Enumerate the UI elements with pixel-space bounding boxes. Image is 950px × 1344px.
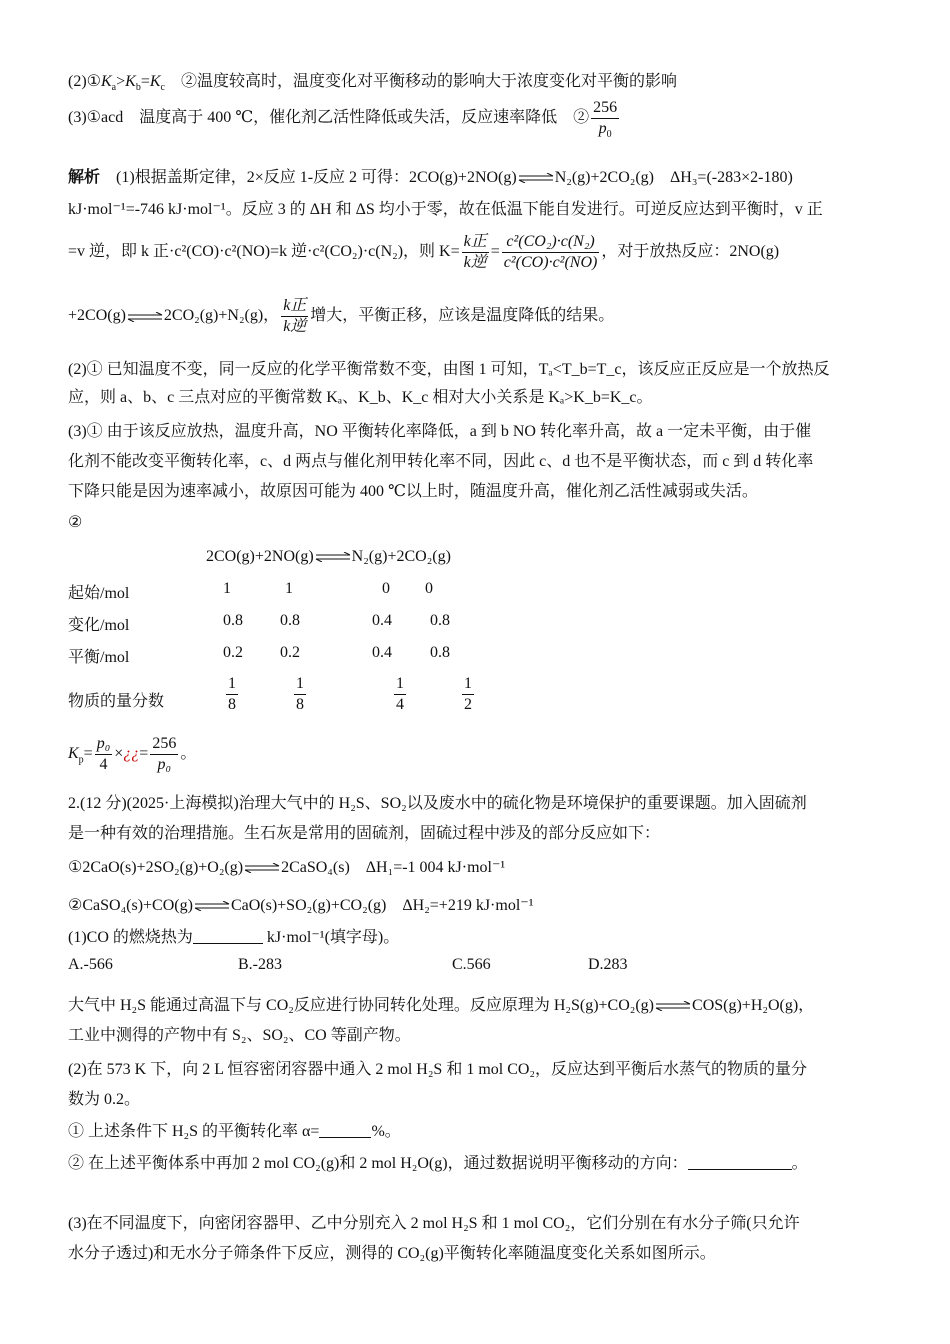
equilibrium-arrow-icon bbox=[315, 552, 351, 562]
q2-sub3-line1: (3)在不同温度下，向密闭容器甲、乙中分别充入 2 mol H₂S 和 1 mol CO₂，它们分别在有水分子筛(只允许 bbox=[68, 1215, 800, 1232]
fraction-cell: $\frac{1}{2}$ bbox=[464, 675, 472, 713]
q2-sub1: (1)CO 的燃烧热为 kJ·mol⁻¹(填字母)。 bbox=[68, 929, 400, 946]
table-equation: 2CO(g)+2NO(g) N₂(g)+2CO₂(g) bbox=[206, 548, 451, 565]
option-b: B.-283 bbox=[238, 956, 282, 973]
answer-blank[interactable] bbox=[688, 1153, 792, 1170]
table-cell: 0.2 bbox=[280, 644, 300, 661]
q2-intro-1: 2.(12 分)(2025·上海模拟)治理大气中的 H₂S、SO₂以及废水中的硫化物是环境保护的重要课题。加入固硫剂 bbox=[68, 795, 807, 812]
equilibrium-arrow-icon bbox=[127, 312, 163, 322]
table-cell: 0.4 bbox=[372, 612, 392, 629]
q2-intro-2: 是一种有效的治理措施。生石灰是常用的固硫剂，固硫过程中涉及的部分反应如下： bbox=[68, 825, 661, 842]
fraction-cell: $\frac{1}{8}$ bbox=[228, 675, 236, 713]
k-ratio-fraction-2: $\frac{\text{k正}}{\text{k逆}}$ bbox=[283, 297, 307, 335]
table-row-change: 变化/mol bbox=[68, 617, 130, 634]
q2-paragraph-1: 大气中 H₂S 能通过高温下与 CO₂反应进行协同转化处理。反应原理为 H₂S(g)+CO₂(g) COS(g)+H₂O(g)， bbox=[68, 997, 815, 1014]
table-row-equilibrium: 平衡/mol bbox=[68, 649, 130, 666]
analysis-line-2: kJ·mol⁻¹=-746 kJ·mol⁻¹。反应 3 的 ΔH 和 ΔS 均小于零，故在低温下能自发进行。可逆反应达到平衡时，v 正 bbox=[68, 201, 823, 218]
q2-sub2-line1: (2)在 573 K 下，向 2 L 恒容密闭容器中通入 2 mol H₂S 和 1 mol CO₂，反应达到平衡后水蒸气的物质的量分 bbox=[68, 1061, 808, 1078]
q2-paragraph-2: 工业中测得的产物中有 S₂、SO₂、CO 等副产物。 bbox=[68, 1027, 411, 1044]
equilibrium-arrow-icon bbox=[244, 863, 280, 873]
table-cell: 1 bbox=[223, 580, 231, 597]
table-cell: 0.2 bbox=[223, 644, 243, 661]
analysis-line-3: =v 逆，即 k 正·c²(CO)·c²(NO)=k 逆·c²(CO₂)·c(N₂)，则 K= $\frac{\text{k正}}{\text{k逆}}$ = $\frac{\text{c²(CO₂)·c(N₂)}}{\text{c²(CO)·c²(NO)}}$ ，对于放热反应：2NO(g) bbox=[68, 233, 780, 271]
answer-blank[interactable] bbox=[193, 927, 263, 944]
analysis-line-8: 化剂不能改变平衡转化率，c、d 两点与催化剂甲转化率不同，因此 c、d 也不是平衡状态，而 c 到 d 转化率 bbox=[68, 453, 814, 470]
q2-sub3-line2: 水分子透过)和无水分子筛条件下反应，测得的 CO₂(g)平衡转化率随温度变化关系如图所示。 bbox=[68, 1245, 716, 1262]
answer-blank[interactable] bbox=[319, 1121, 371, 1138]
option-c: C.566 bbox=[452, 956, 491, 973]
q2-sub2-part1: ① 上述条件下 H₂S 的平衡转化率 α= %。 bbox=[68, 1123, 401, 1140]
equilibrium-arrow-icon bbox=[518, 173, 554, 183]
answer-part-2: $(2)①K_a>K_b=K_c$ ②温度较高时，温度变化对平衡移动的影响大于浓度变化对平衡的影响 bbox=[68, 73, 678, 94]
q2-sub2-part2: ② 在上述平衡体系中再加 2 mol CO₂(g)和 2 mol H₂O(g)，通过数据说明平衡移动的方向： 。 bbox=[68, 1155, 808, 1172]
table-cell: 0.8 bbox=[430, 644, 450, 661]
option-d: D.283 bbox=[588, 956, 628, 973]
option-a: A.-566 bbox=[68, 956, 113, 973]
analysis-line-4: +2CO(g) 2CO₂(g)+N₂(g)， $\frac{\text{k正}}{\text{k逆}}$ 增大，平衡正移，应该是温度降低的结果。 bbox=[68, 297, 615, 335]
table-cell: 0.4 bbox=[372, 644, 392, 661]
analysis-line-6: 应，则 a、b、c 三点对应的平衡常数 Kₐ、K_b、K_c 相对大小关系是 Kₐ>K_b=K_c。 bbox=[68, 389, 653, 406]
equilibrium-arrow-icon bbox=[655, 1001, 691, 1011]
table-cell: 1 bbox=[285, 580, 293, 597]
fraction-cell: $\frac{1}{8}$ bbox=[296, 675, 304, 713]
fraction-cell: $\frac{1}{4}$ bbox=[396, 675, 404, 713]
analysis-label: 解析 bbox=[68, 169, 101, 186]
concentration-fraction: $\frac{\text{c²(CO₂)·c(N₂)}}{\text{c²(CO)·c²(NO)}}$ bbox=[503, 233, 598, 271]
k-ratio-fraction: $\frac{\text{k正}}{\text{k逆}}$ bbox=[463, 233, 487, 271]
q2-reaction-2: ②CaSO₄(s)+CO(g) CaO(s)+SO₂(g)+CO₂(g) ΔH₂=+219 kJ·mol⁻¹ bbox=[68, 897, 534, 914]
q2-sub2-line2: 数为 0.2。 bbox=[68, 1091, 141, 1108]
analysis-line-9: 下降只能是因为速率减小，故原因可能为 400 ℃以上时，随温度升高，催化剂乙活性减弱或失活。 bbox=[68, 483, 758, 500]
table-row-start: 起始/mol bbox=[68, 585, 130, 602]
kp-expression: $K_p=$ $\frac{\text{p₀}}{4}$ ×¿¿= $\frac{256}{\text{p₀}}$ 。 bbox=[68, 735, 197, 773]
table-cell: 0.8 bbox=[430, 612, 450, 629]
table-cell: 0.8 bbox=[223, 612, 243, 629]
table-cell: 0 bbox=[425, 580, 433, 597]
answer-fraction: $\frac{256}{p_0}$ bbox=[593, 99, 618, 141]
equilibrium-arrow-icon bbox=[194, 901, 230, 911]
analysis-circle-2: ② bbox=[68, 514, 83, 531]
analysis-line-5: (2)① 已知温度不变，同一反应的化学平衡常数不变，由图 1 可知，Tₐ<T_b=T_c，该反应正反应是一个放热反 bbox=[68, 361, 830, 378]
analysis-line-1: 解析 (1)根据盖斯定律，2×反应 1-反应 2 可得：2CO(g)+2NO(g) N₂(g)+2CO₂(g) ΔH₃=(-283×2-180) bbox=[68, 169, 793, 186]
table-cell: 0.8 bbox=[280, 612, 300, 629]
q2-reaction-1: ①2CaO(s)+2SO₂(g)+O₂(g) 2CaSO₄(s) ΔH₁=-1 004 kJ·mol⁻¹ bbox=[68, 859, 506, 876]
table-cell: 0 bbox=[382, 580, 390, 597]
answer-part-3: (3)①acd 温度高于 400 ℃，催化剂乙活性降低或失活，反应速率降低 ② $\frac{256}{p_0}$ bbox=[68, 99, 618, 141]
analysis-line-7: (3)① 由于该反应放热，温度升高，NO 平衡转化率降低，a 到 b NO 转化率升高，故 a 一定未平衡，由于催 bbox=[68, 423, 812, 440]
table-row-fraction: 物质的量分数 bbox=[68, 693, 165, 710]
